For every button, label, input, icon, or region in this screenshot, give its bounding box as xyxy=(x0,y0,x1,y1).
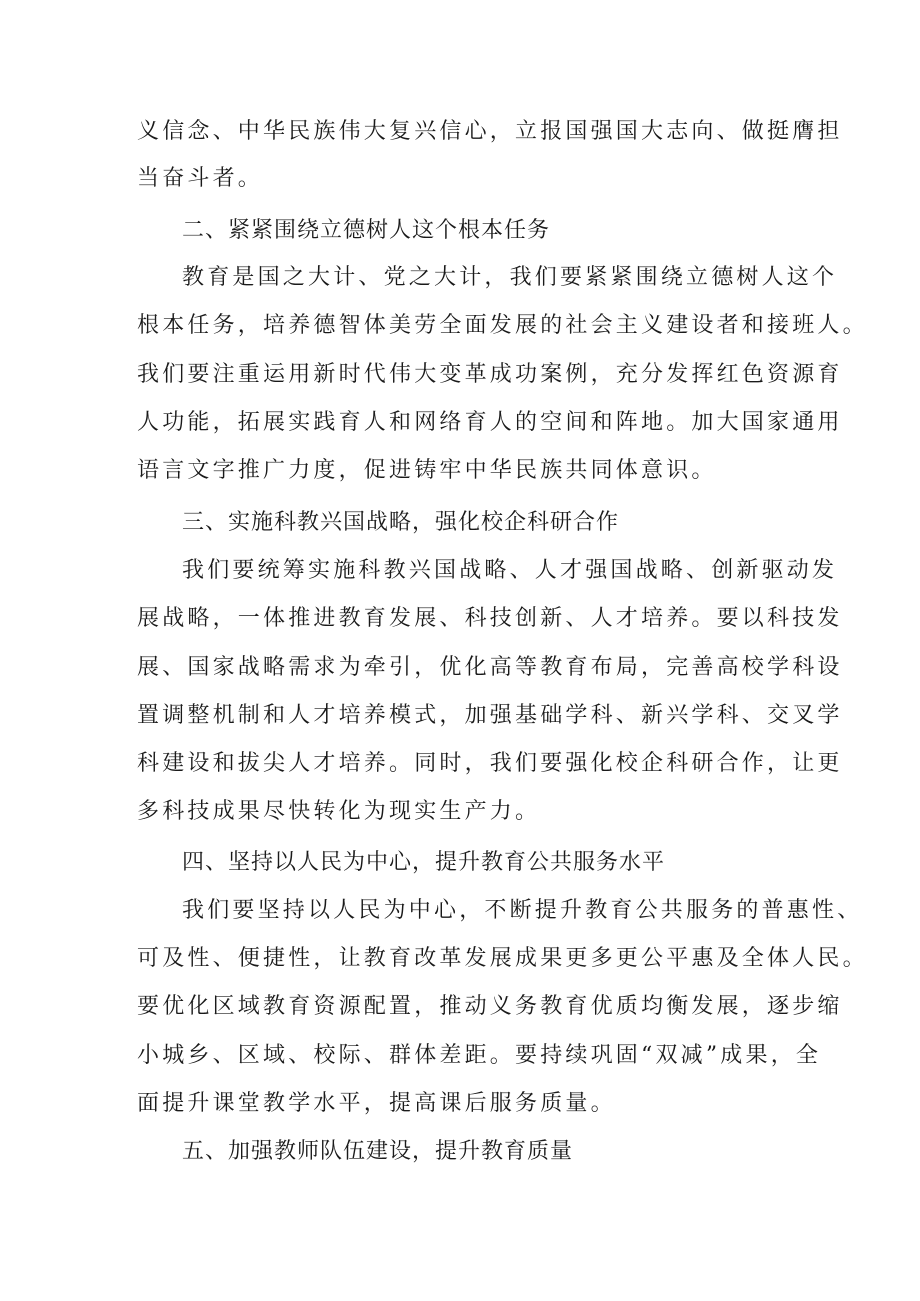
section-heading: 五、加强教师队伍建设，提升教育质量 xyxy=(182,1139,574,1164)
paragraph-line: 当奋斗者。 xyxy=(137,166,264,191)
paragraph-line: 要优化区域教育资源配置，推动义务教育优质均衡发展，逐步缩 xyxy=(137,994,843,1019)
paragraph-line: 面提升课堂教学水平，提高课后服务质量。 xyxy=(137,1091,616,1116)
paragraph-line: 多科技成果尽快转化为现实生产力。 xyxy=(137,799,541,824)
paragraph-line: 我们要坚持以人民为中心，不断提升教育公共服务的普惠性、 xyxy=(182,898,863,923)
paragraph-line: 语言文字推广力度，促进铸牢中华民族共同体意识。 xyxy=(137,458,717,483)
paragraph-line: 小城乡、区域、校际、群体差距。要持续巩固“双减”成果，全 xyxy=(137,1043,822,1068)
paragraph-line: 我们要注重运用新时代伟大变革成功案例，充分发挥红色资源育 xyxy=(137,362,843,387)
paragraph-line: 义信念、中华民族伟大复兴信心，立报国强国大志向、做挺膺担 xyxy=(137,119,843,144)
paragraph-line: 根本任务，培养德智体美劳全面发展的社会主义建设者和接班人。 xyxy=(137,313,868,338)
paragraph-line: 展、国家战略需求为牵引，优化高等教育布局，完善高校学科设 xyxy=(137,655,843,680)
section-heading: 四、坚持以人民为中心，提升教育公共服务水平 xyxy=(182,850,666,875)
section-heading: 二、紧紧围绕立德树人这个根本任务 xyxy=(182,218,551,243)
paragraph-line: 人功能，拓展实践育人和网络育人的空间和阵地。加大国家通用 xyxy=(137,410,843,435)
paragraph-line: 科建设和拔尖人才培养。同时，我们要强化校企科研合作，让更 xyxy=(137,751,843,776)
paragraph-line: 置调整机制和人才培养模式，加强基础学科、新兴学科、交叉学 xyxy=(137,703,843,728)
paragraph-line: 可及性、便捷性，让教育改革发展成果更多更公平惠及全体人民。 xyxy=(137,946,868,971)
paragraph-line: 展战略，一体推进教育发展、科技创新、人才培养。要以科技发 xyxy=(137,606,843,631)
paragraph-line: 我们要统筹实施科教兴国战略、人才强国战略、创新驱动发 xyxy=(182,558,838,583)
paragraph-line: 教育是国之大计、党之大计，我们要紧紧围绕立德树人这个 xyxy=(182,265,838,290)
section-heading: 三、实施科教兴国战略，强化校企科研合作 xyxy=(182,510,620,535)
